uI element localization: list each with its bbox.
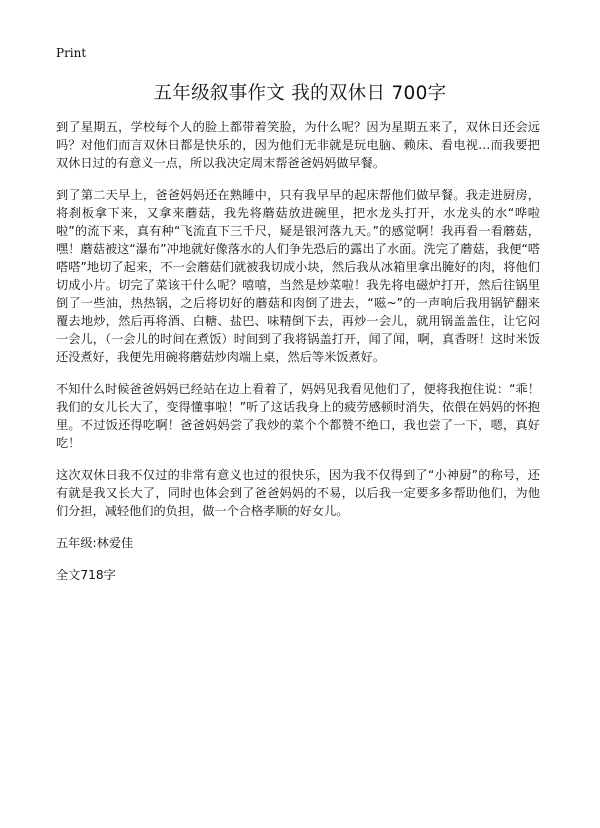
paragraph-3: 不知什么时候爸爸妈妈已经站在边上看着了，妈妈见我看见他们了，便将我抱住说：“乖！我们的女儿长大了，变得懂事啦！”听了这话我身上的疲劳感顿时消失，依偎在妈妈的怀抱里。不过饭还得吃啊！爸爸妈妈尝了我炒的菜个个都赞不绝口，我也尝了一下，嗯，真好吃！ — [56, 382, 540, 450]
article-title: 五年级叙事作文 我的双休日 700字 — [153, 83, 447, 104]
word-count: 全文718字 — [56, 568, 116, 582]
print-link[interactable]: Print — [56, 46, 87, 60]
paragraph-4: 这次双休日我不仅过的非常有意义也过的很快乐，因为我不仅得到了“小神厨”的称号，还有就是我又长大了，同时也体会到了爸爸妈妈的不易，以后我一定要多多帮助他们，为他们分担，减轻他们的负担，做一个合格孝顺的好女儿。 — [56, 468, 540, 518]
article-body — [56, 118, 540, 584]
author-line: 五年级:林爱佳 — [56, 536, 134, 550]
paragraph-1: 到了星期五，学校每个人的脸上都带着笑脸，为什么呢？因为星期五来了，双休日还会远吗？对他们而言双休日都是快乐的，因为他们无非就是玩电脑、赖床、看电视…而我要把双休日过的有意义一点，所以我决定周末帮爸爸妈妈做早餐。 — [56, 120, 540, 170]
paragraph-2: 到了第二天早上，爸爸妈妈还在熟睡中，只有我早早的起床帮他们做早餐。我走进厨房，将刹板拿下来，又拿来蘑菇，我先将蘑菇放进碗里，把水龙头打开，水龙头的水“哗啦啦”的流下来，真有种“飞流直下三千尺，疑是银河落九天。”的感觉啊！我再看一看蘑菇，嘿！蘑菇被这“瀑布”冲地就好像落水的人们争先恐后的露出了水面。洗完了蘑菇，我便“嗒嗒嗒”地切了起来，不一会蘑菇们就被我切成小块，然后我从冰箱里拿出腌好的肉，将他们切成小片。切完了菜该干什么呢？嘻嘻，当然是炒菜啦！我先将电磁炉打开，然后往锅里倒了一些油，热热锅，之后将切好的蘑菇和肉倒了进去，“嗞~”的一声响后我用锅铲翻来覆去地炒，然后再将酒、白糖、盐巴、味精倒下去，再炒一会儿，就用锅盖盖住，让它闷一会儿，（一会儿的时间在煮饭）时间到了我将锅盖打开，闻了闻，啊，真香呀！这时米饭还没煮好，我便先用碗将蘑菇炒肉端上桌，然后等米饭煮好。 — [56, 188, 540, 364]
